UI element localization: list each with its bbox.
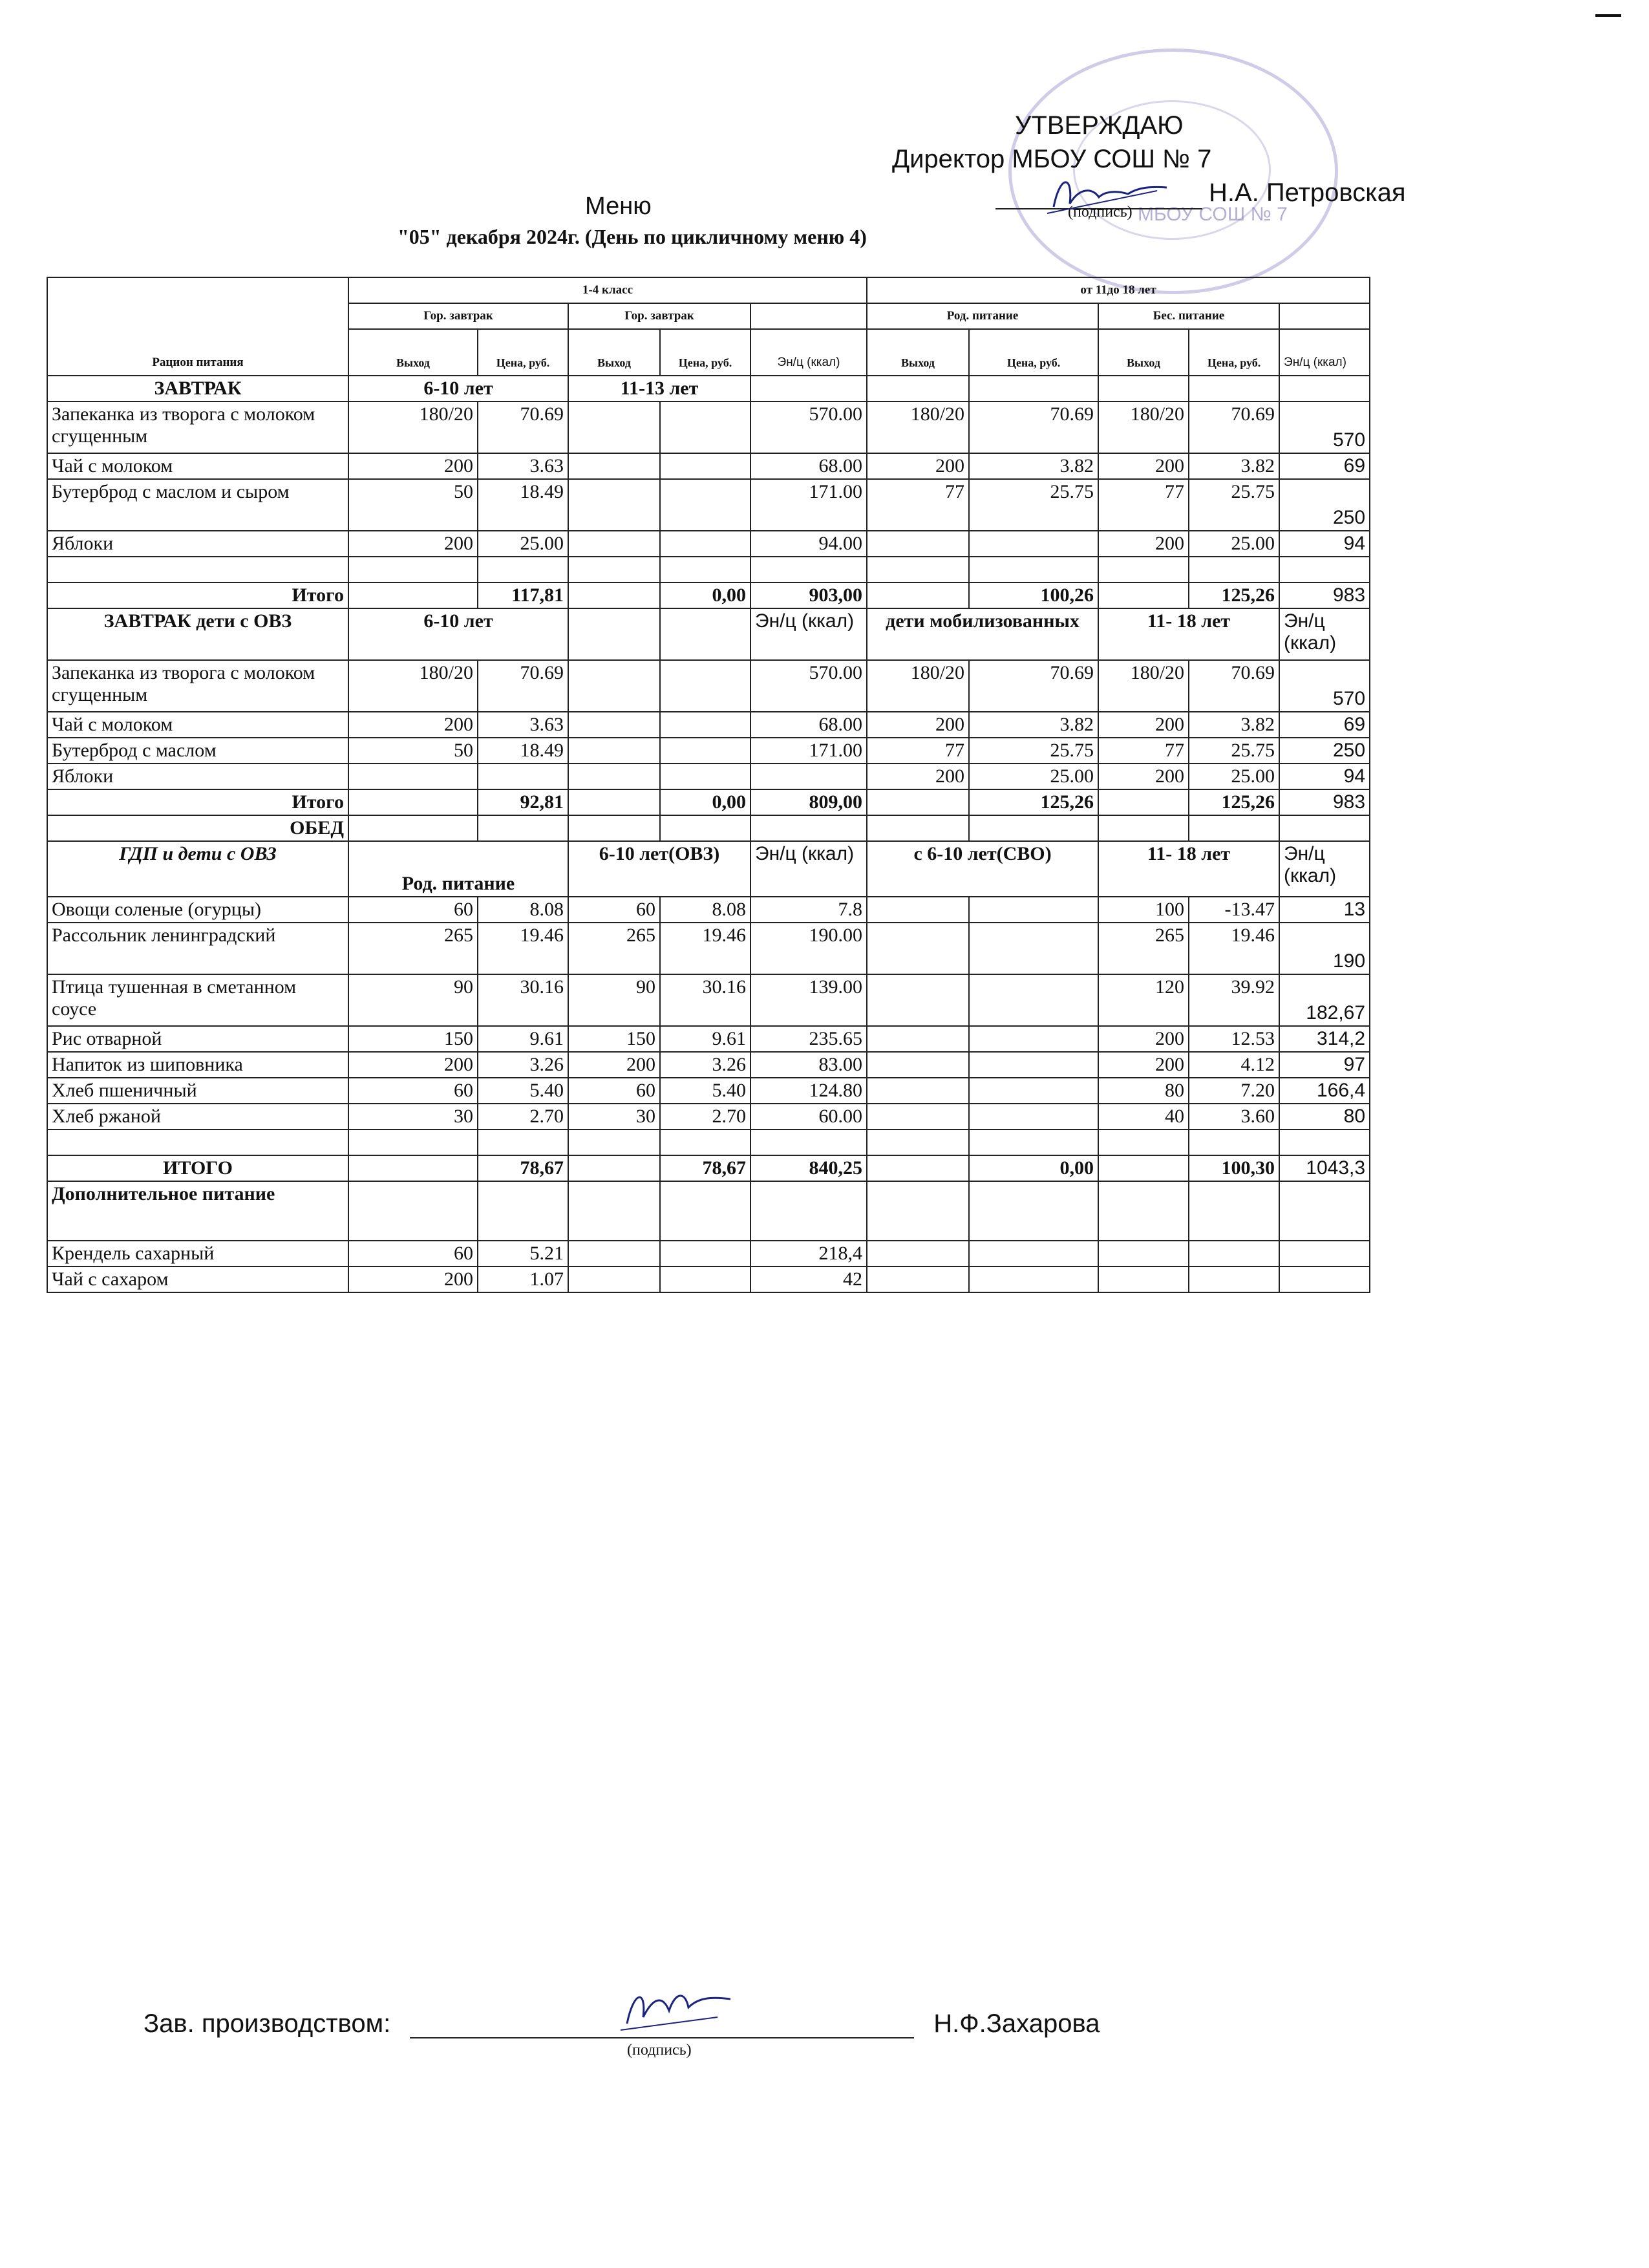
cell-price: 25.00 <box>1189 531 1279 557</box>
header-ration: Рацион питания <box>47 277 348 376</box>
cell-price: 3.60 <box>1189 1104 1279 1129</box>
total-label: Итого <box>47 789 348 815</box>
header-empty <box>1279 303 1370 329</box>
cell-portion <box>867 897 969 923</box>
cell-portion: 60 <box>568 1078 660 1104</box>
cell-energy: 570 <box>1279 660 1370 712</box>
cell-price: 70.69 <box>478 660 568 712</box>
cell-price <box>660 453 750 479</box>
cell-price: 25.00 <box>478 531 568 557</box>
cell-price: 25.75 <box>1189 479 1279 531</box>
cell-portion: 200 <box>867 764 969 789</box>
header-enerc: Эн/ц (ккал) <box>750 329 867 376</box>
total-energy: 809,00 <box>750 789 867 815</box>
lunch-header <box>47 841 1370 897</box>
cell-price: 39.92 <box>1189 974 1279 1026</box>
table-row <box>47 401 1370 453</box>
cell-price <box>1189 1267 1279 1292</box>
cell-price: 9.61 <box>478 1026 568 1052</box>
cell-price: 5.40 <box>660 1078 750 1104</box>
cell-price: 3.82 <box>969 453 1098 479</box>
cell-price: 30.16 <box>478 974 568 1026</box>
header-gor1: Гор. завтрак <box>348 303 568 329</box>
cell-price: 3.26 <box>478 1052 568 1078</box>
menu-table <box>47 277 1370 1293</box>
cell-energy <box>1279 1241 1370 1267</box>
cell-price <box>660 401 750 453</box>
cell-portion: 180/20 <box>1098 660 1189 712</box>
total-price: 0,00 <box>969 1155 1098 1181</box>
total-price: 0,00 <box>660 789 750 815</box>
cell-energy: 218,4 <box>750 1241 867 1267</box>
cell-energy: 570.00 <box>750 401 867 453</box>
cell-price: -13.47 <box>1189 897 1279 923</box>
cell-dish-name: Запеканка из творога с молоком сгущенным <box>47 401 348 453</box>
cell-price: 2.70 <box>660 1104 750 1129</box>
cell-price <box>969 1267 1098 1292</box>
total-price: 78,67 <box>660 1155 750 1181</box>
total-price: 100,30 <box>1189 1155 1279 1181</box>
cell-energy <box>750 764 867 789</box>
header-vyhod: Выход <box>1098 329 1189 376</box>
cell-portion: 200 <box>1098 531 1189 557</box>
header-bes: Бес. питание <box>1098 303 1279 329</box>
age-group: 6-10 лет <box>348 608 568 660</box>
cell-price <box>660 660 750 712</box>
cell-portion: 100 <box>1098 897 1189 923</box>
cell-price <box>660 531 750 557</box>
cell-portion: 77 <box>1098 738 1189 764</box>
cell-dish-name: Хлеб ржаной <box>47 1104 348 1129</box>
cell-dish-name: Рис отварной <box>47 1026 348 1052</box>
energy-header: Эн/ц (ккал) <box>750 608 867 660</box>
cell-portion <box>568 738 660 764</box>
header-gor2: Гор. завтрак <box>568 303 750 329</box>
cell-energy: 570 <box>1279 401 1370 453</box>
total-row <box>47 583 1370 608</box>
director-signature <box>1041 168 1170 220</box>
cell-portion: 77 <box>1098 479 1189 531</box>
production-head-signature <box>608 1978 737 2037</box>
cell-dish-name: Крендель сахарный <box>47 1241 348 1267</box>
cell-portion: 180/20 <box>1098 401 1189 453</box>
cell-price <box>969 531 1098 557</box>
section-title: Дополнительное питание <box>47 1181 348 1241</box>
cell-portion: 200 <box>1098 712 1189 738</box>
table-row <box>47 1052 1370 1078</box>
cell-price <box>1189 1241 1279 1267</box>
cell-portion: 60 <box>348 1241 478 1267</box>
total-energy: 1043,3 <box>1279 1155 1370 1181</box>
header-from11: от 11до 18 лет <box>867 277 1370 303</box>
cell-price <box>478 764 568 789</box>
cell-portion <box>568 1241 660 1267</box>
header-vyhod: Выход <box>348 329 478 376</box>
header-cena: Цена, руб. <box>1189 329 1279 376</box>
cell-portion <box>568 660 660 712</box>
cell-energy: 42 <box>750 1267 867 1292</box>
cell-portion: 80 <box>1098 1078 1189 1104</box>
cell-portion <box>1098 1267 1189 1292</box>
cell-dish-name: Овощи соленые (огурцы) <box>47 897 348 923</box>
cell-energy: 235.65 <box>750 1026 867 1052</box>
total-price: 100,26 <box>969 583 1098 608</box>
header-vyhod: Выход <box>867 329 969 376</box>
cell-energy <box>1279 1267 1370 1292</box>
cell-price <box>969 1104 1098 1129</box>
footer-podpis-caption: (подпись) <box>627 2042 692 2059</box>
stamp-text: МБОУ СОШ № 7 <box>1138 204 1288 225</box>
cell-portion: 77 <box>867 738 969 764</box>
cell-dish-name: Яблоки <box>47 764 348 789</box>
cell-dish-name: Чай с молоком <box>47 453 348 479</box>
cell-price: 4.12 <box>1189 1052 1279 1078</box>
cell-dish-name: Чай с сахаром <box>47 1267 348 1292</box>
header-enerc: Эн/ц (ккал) <box>1279 329 1370 376</box>
cell-price: 12.53 <box>1189 1026 1279 1052</box>
table-row <box>47 453 1370 479</box>
spacer-row <box>47 1129 1370 1155</box>
cell-energy: 570.00 <box>750 660 867 712</box>
table-row <box>47 712 1370 738</box>
cell-portion: 200 <box>1098 1026 1189 1052</box>
cell-portion: 180/20 <box>348 401 478 453</box>
energy-header: Эн/ц (ккал) <box>1279 608 1370 660</box>
cell-dish-name: Рассольник ленинградский <box>47 923 348 974</box>
cell-energy: 83.00 <box>750 1052 867 1078</box>
cell-portion <box>867 1267 969 1292</box>
header-cena: Цена, руб. <box>969 329 1098 376</box>
cell-portion: 200 <box>348 712 478 738</box>
cell-portion: 200 <box>568 1052 660 1078</box>
cell-portion: 200 <box>867 453 969 479</box>
cell-price <box>660 1241 750 1267</box>
total-energy: 983 <box>1279 583 1370 608</box>
cell-energy: 124.80 <box>750 1078 867 1104</box>
cell-dish-name: Хлеб пшеничный <box>47 1078 348 1104</box>
mob-header: дети мобилизованных <box>867 608 1098 660</box>
cell-energy: 94 <box>1279 764 1370 789</box>
cell-portion: 60 <box>348 897 478 923</box>
cell-dish-name: Запеканка из творога с молоком сгущенным <box>47 660 348 712</box>
cell-price <box>660 1267 750 1292</box>
cell-portion <box>867 974 969 1026</box>
section-lunch <box>47 815 1370 841</box>
cell-dish-name: Чай с молоком <box>47 712 348 738</box>
age-group: 6-10 лет <box>348 376 568 401</box>
cell-price: 1.07 <box>478 1267 568 1292</box>
cell-energy: 68.00 <box>750 453 867 479</box>
cell-energy: 13 <box>1279 897 1370 923</box>
footer-name: Н.Ф.Захарова <box>933 2009 1100 2038</box>
cell-price: 25.00 <box>1189 764 1279 789</box>
cell-portion <box>568 531 660 557</box>
table-row <box>47 1241 1370 1267</box>
cell-price: 19.46 <box>1189 923 1279 974</box>
approve-podpis-caption: (подпись) <box>1068 204 1133 220</box>
cell-portion: 77 <box>867 479 969 531</box>
cell-price <box>660 712 750 738</box>
cell-energy: 7.8 <box>750 897 867 923</box>
cell-energy: 250 <box>1279 479 1370 531</box>
section-title: ЗАВТРАК дети с ОВЗ <box>47 608 348 660</box>
total-label: Итого <box>47 583 348 608</box>
rows-breakfast-ovz <box>47 660 1370 789</box>
cell-portion: 50 <box>348 738 478 764</box>
cell-portion: 90 <box>348 974 478 1026</box>
cell-portion: 200 <box>1098 1052 1189 1078</box>
cell-energy: 190.00 <box>750 923 867 974</box>
cell-price: 18.49 <box>478 479 568 531</box>
cell-price <box>660 764 750 789</box>
cell-price <box>660 738 750 764</box>
cell-price <box>969 1052 1098 1078</box>
cell-portion <box>867 531 969 557</box>
cell-portion <box>867 1078 969 1104</box>
cell-dish-name: Напиток из шиповника <box>47 1052 348 1078</box>
table-row <box>47 897 1370 923</box>
cell-portion <box>867 1241 969 1267</box>
cell-price: 25.75 <box>969 479 1098 531</box>
cell-energy: 171.00 <box>750 479 867 531</box>
cell-portion: 180/20 <box>348 660 478 712</box>
cell-price: 70.69 <box>478 401 568 453</box>
table-row <box>47 479 1370 531</box>
total-price: 125,26 <box>1189 583 1279 608</box>
table-row <box>47 738 1370 764</box>
cell-portion: 120 <box>1098 974 1189 1026</box>
cell-portion: 265 <box>568 923 660 974</box>
cell-price: 2.70 <box>478 1104 568 1129</box>
svo-header: с 6-10 лет(СВО) <box>867 841 1098 897</box>
total-energy: 983 <box>1279 789 1370 815</box>
cell-price: 19.46 <box>478 923 568 974</box>
cell-portion: 200 <box>348 1052 478 1078</box>
corner-mark <box>1595 14 1621 17</box>
cell-dish-name: Бутерброд с маслом <box>47 738 348 764</box>
rod-header: Род. питание <box>348 841 568 897</box>
cell-dish-name: Птица тушенная в сметанном соусе <box>47 974 348 1026</box>
cell-portion <box>867 1052 969 1078</box>
cell-portion: 50 <box>348 479 478 531</box>
rows-additional <box>47 1241 1370 1292</box>
footer-label: Зав. производством: <box>144 2009 391 2038</box>
header-empty <box>750 303 867 329</box>
age-group: 11- 18 лет <box>1098 841 1279 897</box>
cell-energy: 80 <box>1279 1104 1370 1129</box>
total-price: 125,26 <box>1189 789 1279 815</box>
cell-portion <box>568 453 660 479</box>
cell-portion <box>348 764 478 789</box>
cell-portion: 180/20 <box>867 401 969 453</box>
cell-energy: 139.00 <box>750 974 867 1026</box>
cell-price: 5.21 <box>478 1241 568 1267</box>
approve-title: УТВЕРЖДАЮ <box>1015 111 1184 140</box>
cell-energy: 190 <box>1279 923 1370 974</box>
header-cena: Цена, руб. <box>660 329 750 376</box>
cell-price: 19.46 <box>660 923 750 974</box>
cell-price: 70.69 <box>969 660 1098 712</box>
cell-portion: 150 <box>348 1026 478 1052</box>
cell-portion <box>568 1267 660 1292</box>
approve-position: Директор МБОУ СОШ № 7 <box>892 145 1212 173</box>
header-row-1 <box>47 277 1370 303</box>
cell-portion: 200 <box>1098 453 1189 479</box>
table-row <box>47 923 1370 974</box>
total-price: 125,26 <box>969 789 1098 815</box>
cell-energy: 60.00 <box>750 1104 867 1129</box>
cell-portion <box>568 764 660 789</box>
total-label: ИТОГО <box>47 1155 348 1181</box>
cell-portion <box>867 923 969 974</box>
rows-breakfast <box>47 401 1370 557</box>
header-rod: Род. питание <box>867 303 1098 329</box>
cell-price: 25.00 <box>969 764 1098 789</box>
cell-energy: 69 <box>1279 453 1370 479</box>
cell-portion: 30 <box>568 1104 660 1129</box>
header-class14: 1-4 класс <box>348 277 867 303</box>
cell-price <box>660 479 750 531</box>
cell-portion: 30 <box>348 1104 478 1129</box>
age-group: 11-13 лет <box>568 376 750 401</box>
cell-price <box>969 1026 1098 1052</box>
age-group: 11- 18 лет <box>1098 608 1279 660</box>
cell-price <box>969 1078 1098 1104</box>
cell-price <box>969 897 1098 923</box>
cell-price: 70.69 <box>1189 660 1279 712</box>
cell-energy: 171.00 <box>750 738 867 764</box>
cell-price: 7.20 <box>1189 1078 1279 1104</box>
total-row <box>47 1155 1370 1181</box>
total-price: 0,00 <box>660 583 750 608</box>
table-row <box>47 1267 1370 1292</box>
cell-dish-name: Бутерброд с маслом и сыром <box>47 479 348 531</box>
cell-price: 8.08 <box>660 897 750 923</box>
table-row <box>47 660 1370 712</box>
total-energy: 840,25 <box>750 1155 867 1181</box>
section-breakfast-ovz <box>47 608 1370 660</box>
header-cena: Цена, руб. <box>478 329 568 376</box>
cell-portion: 180/20 <box>867 660 969 712</box>
cell-price <box>969 923 1098 974</box>
gdp-header: ГДП и дети с ОВЗ <box>47 841 348 897</box>
total-price: 117,81 <box>478 583 568 608</box>
age-group: 6-10 лет(ОВЗ) <box>568 841 750 897</box>
cell-energy: 94 <box>1279 531 1370 557</box>
cell-energy: 166,4 <box>1279 1078 1370 1104</box>
cell-energy: 94.00 <box>750 531 867 557</box>
cell-price <box>969 974 1098 1026</box>
cell-portion: 200 <box>348 1267 478 1292</box>
cell-price: 18.49 <box>478 738 568 764</box>
cell-price: 3.63 <box>478 453 568 479</box>
cell-price: 3.82 <box>969 712 1098 738</box>
cell-portion: 200 <box>348 531 478 557</box>
cell-portion: 200 <box>348 453 478 479</box>
cell-price: 3.26 <box>660 1052 750 1078</box>
section-title: ЗАВТРАК <box>47 376 348 401</box>
menu-title: Меню <box>585 193 652 220</box>
cell-price: 3.82 <box>1189 712 1279 738</box>
rows-lunch <box>47 897 1370 1129</box>
cell-portion: 150 <box>568 1026 660 1052</box>
header-vyhod: Выход <box>568 329 660 376</box>
cell-price: 3.63 <box>478 712 568 738</box>
cell-energy: 97 <box>1279 1052 1370 1078</box>
cell-portion: 265 <box>348 923 478 974</box>
cell-price: 25.75 <box>1189 738 1279 764</box>
cell-portion <box>867 1104 969 1129</box>
approve-name: Н.А. Петровская <box>1209 178 1406 207</box>
table-row <box>47 1026 1370 1052</box>
section-additional <box>47 1181 1370 1241</box>
cell-price: 70.69 <box>969 401 1098 453</box>
date-line: "05" декабря 2024г. (День по цикличному меню 4) <box>398 225 867 248</box>
cell-price: 25.75 <box>969 738 1098 764</box>
cell-portion: 40 <box>1098 1104 1189 1129</box>
table-row <box>47 1104 1370 1129</box>
table-row <box>47 1078 1370 1104</box>
cell-portion: 60 <box>348 1078 478 1104</box>
cell-portion <box>568 479 660 531</box>
cell-dish-name: Яблоки <box>47 531 348 557</box>
cell-price: 30.16 <box>660 974 750 1026</box>
table-row <box>47 764 1370 789</box>
cell-energy: 68.00 <box>750 712 867 738</box>
total-price: 92,81 <box>478 789 568 815</box>
cell-portion: 60 <box>568 897 660 923</box>
total-price: 78,67 <box>478 1155 568 1181</box>
cell-energy: 69 <box>1279 712 1370 738</box>
cell-portion <box>568 712 660 738</box>
cell-price: 70.69 <box>1189 401 1279 453</box>
section-title: ОБЕД <box>47 815 348 841</box>
cell-price: 5.40 <box>478 1078 568 1104</box>
cell-price <box>969 1241 1098 1267</box>
cell-portion: 200 <box>1098 764 1189 789</box>
spacer-row <box>47 557 1370 583</box>
cell-energy: 182,67 <box>1279 974 1370 1026</box>
cell-price: 8.08 <box>478 897 568 923</box>
section-breakfast <box>47 376 1370 401</box>
cell-portion: 90 <box>568 974 660 1026</box>
cell-portion <box>1098 1241 1189 1267</box>
table-row <box>47 531 1370 557</box>
cell-portion: 200 <box>867 712 969 738</box>
energy-header: Эн/ц (ккал) <box>1279 841 1370 897</box>
energy-header: Эн/ц (ккал) <box>750 841 867 897</box>
total-row <box>47 789 1370 815</box>
table-row <box>47 974 1370 1026</box>
cell-portion <box>867 1026 969 1052</box>
cell-price: 3.82 <box>1189 453 1279 479</box>
cell-portion <box>568 401 660 453</box>
total-energy: 903,00 <box>750 583 867 608</box>
cell-energy: 314,2 <box>1279 1026 1370 1052</box>
cell-price: 9.61 <box>660 1026 750 1052</box>
cell-energy: 250 <box>1279 738 1370 764</box>
cell-portion: 265 <box>1098 923 1189 974</box>
